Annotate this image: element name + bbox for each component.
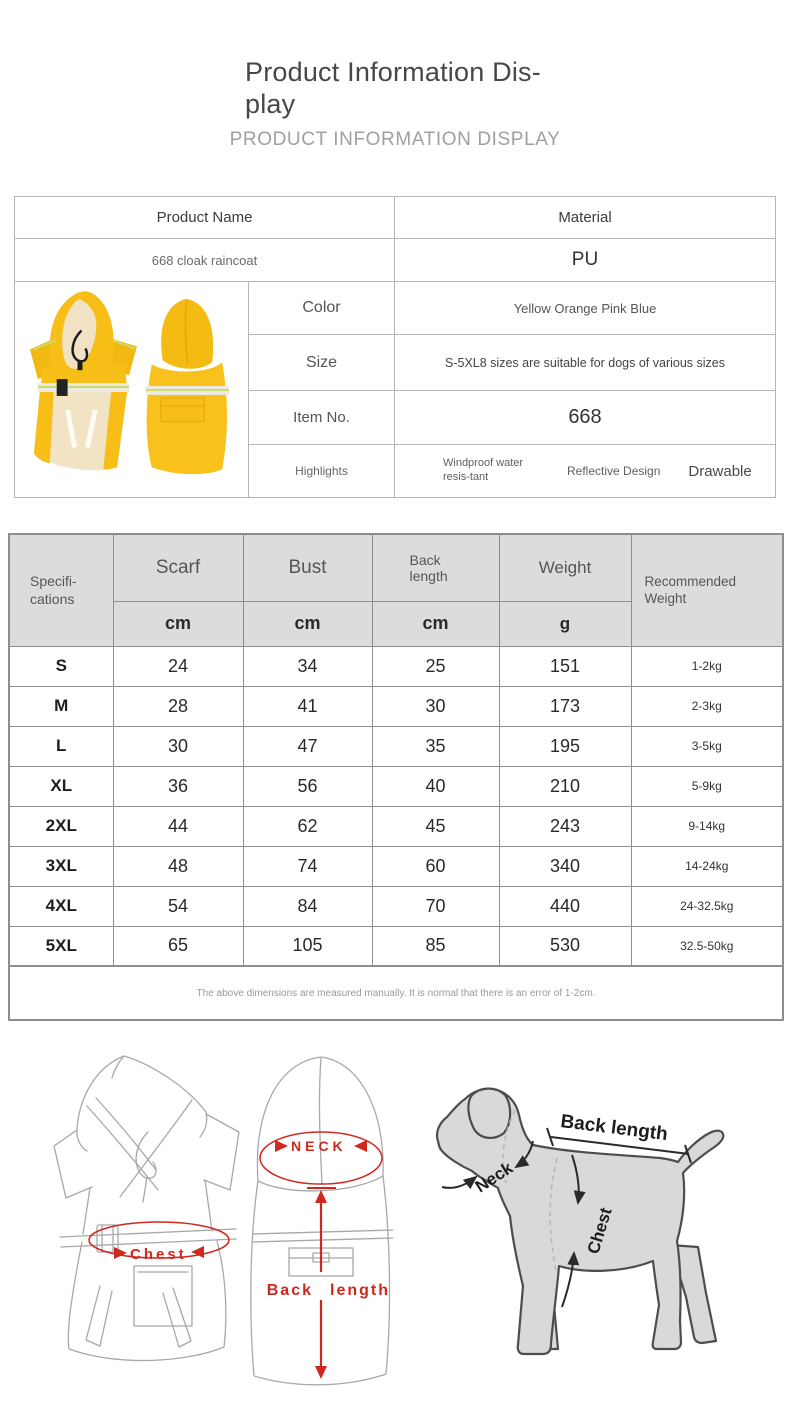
back-length-label-word2: length [330,1282,390,1299]
front-sketch-outline [54,1056,239,1361]
size-row-5xl [9,926,783,966]
weight-cell: 530 [499,926,631,966]
recommended-cell: 2-3kg [631,686,783,726]
specifications-header-line1: Specifi- [30,573,77,590]
recommended-header-line1: Recommended [644,573,737,589]
back-length-cell: 40 [372,766,499,806]
back-length-cell: 35 [372,726,499,766]
weight-cell: 440 [499,886,631,926]
back-length-cell: 45 [372,806,499,846]
scarf-cell: 48 [113,846,243,886]
column-header-scarf: Scarf [113,534,243,601]
bust-cell: 62 [243,806,372,846]
size-cell: 4XL [9,886,113,926]
raincoat-front-sketch [40,1050,250,1385]
weight-cell: 243 [499,806,631,846]
bust-cell: 84 [243,886,372,926]
size-row-3xl [9,846,783,886]
product-name-header: Product Name [15,197,395,239]
recommended-cell: 5-9kg [631,766,783,806]
size-chart-note-row [9,966,783,1020]
size-chart-header-row [9,534,783,601]
dog-neck-label: Neck [471,1158,517,1197]
highlight-item: Drawable [688,462,752,480]
dog-back-length-label: Back length [559,1111,669,1146]
recommended-weight-header [631,534,783,646]
item-no-value: 668 [395,391,776,445]
dog-chest-label: Chest [583,1205,616,1257]
weight-cell: 151 [499,646,631,686]
bust-cell: 41 [243,686,372,726]
weight-cell: 195 [499,726,631,766]
bust-cell: 56 [243,766,372,806]
raincoat-back-photo [145,298,228,473]
bust-cell: 74 [243,846,372,886]
size-row-s [9,646,783,686]
size-row-m [9,686,783,726]
size-chart-table [8,533,784,1021]
back-length-cell: 60 [372,846,499,886]
page-subtitle: PRODUCT INFORMATION DISPLAY [229,129,561,150]
arrow-right-icon [114,1247,127,1259]
dog-measurement-diagram [420,1055,790,1385]
arrow-down-icon [315,1366,327,1379]
highlights-value [395,445,776,498]
specifications-header-line2: cations [30,591,75,608]
weight-cell: 340 [499,846,631,886]
product-photo [15,282,249,498]
product-name-value: 668 cloak raincoat [15,239,395,282]
scarf-cell: 54 [113,886,243,926]
recommended-cell: 3-5kg [631,726,783,766]
recommended-cell: 1-2kg [631,646,783,686]
back-length-cell: 85 [372,926,499,966]
measurement-note: The above dimensions are measured manually. It is normal that there is an error of 1-2cm. [9,966,783,1020]
info-row-values [15,239,776,282]
recommended-cell: 32.5-50kg [631,926,783,966]
bust-cell: 47 [243,726,372,766]
material-value: PU [395,239,776,282]
page-title-line1: Product Information Dis- [245,57,541,87]
scarf-cell: 65 [113,926,243,966]
page-title-line2: play [245,89,296,120]
size-cell: L [9,726,113,766]
column-header-bust: Bust [243,534,372,601]
scarf-cell: 30 [113,726,243,766]
arrow-left-icon [354,1140,367,1152]
bust-cell: 105 [243,926,372,966]
unit-bust: cm [243,601,372,646]
back-length-label-word1: Back [266,1282,313,1299]
chest-annotation [114,1246,204,1263]
recommended-cell: 14-24kg [631,846,783,886]
dog-ear [468,1089,510,1138]
neck-arrow-left [442,1177,476,1188]
size-row-l [9,726,783,766]
raincoat-front-photo [29,291,136,470]
raincoat-back-sketch [245,1048,400,1393]
size-cell: 3XL [9,846,113,886]
highlights-list [443,457,765,485]
size-cell: M [9,686,113,726]
back-length-cell: 25 [372,646,499,686]
item-no-label: Item No. [249,391,395,445]
size-cell: 2XL [9,806,113,846]
size-value: S-5XL8 sizes are suitable for dogs of various sizes [395,335,776,391]
scarf-cell: 44 [113,806,243,846]
scarf-cell: 28 [113,686,243,726]
specifications-header [9,534,113,646]
back-length-cell: 30 [372,686,499,726]
recommended-header-line2: Weight [644,591,687,607]
product-info-table [14,196,776,498]
neck-label-back-sketch: NECK [291,1138,347,1154]
highlight-item: Windproof water resis-tant [443,457,524,483]
size-cell: XL [9,766,113,806]
chest-label-front-sketch: Chest [130,1246,187,1263]
bust-cell: 34 [243,646,372,686]
scarf-cell: 24 [113,646,243,686]
size-row-xl [9,766,783,806]
highlights-label: Highlights [249,445,395,498]
color-value: Yellow Orange Pink Blue [395,282,776,335]
color-label: Color [249,282,395,335]
arrow-right-icon [275,1140,288,1152]
size-row-4xl [9,886,783,926]
page-title [245,56,541,121]
weight-cell: 210 [499,766,631,806]
unit-scarf: cm [113,601,243,646]
unit-weight: g [499,601,631,646]
column-header-back-length: Back length [372,534,499,601]
recommended-cell: 9-14kg [631,806,783,846]
material-header: Material [395,197,776,239]
scarf-cell: 36 [113,766,243,806]
arrow-up-icon [315,1190,327,1203]
raincoat-photo-illustration [16,283,248,497]
size-cell: S [9,646,113,686]
weight-cell: 173 [499,686,631,726]
size-row-2xl [9,806,783,846]
size-cell: 5XL [9,926,113,966]
column-header-weight: Weight [499,534,631,601]
recommended-cell: 24-32.5kg [631,886,783,926]
unit-back-length: cm [372,601,499,646]
back-length-cell: 70 [372,886,499,926]
size-label: Size [249,335,395,391]
highlight-item: Reflective Design [567,464,661,478]
info-row-color [15,282,776,335]
info-row-headers [15,197,776,239]
